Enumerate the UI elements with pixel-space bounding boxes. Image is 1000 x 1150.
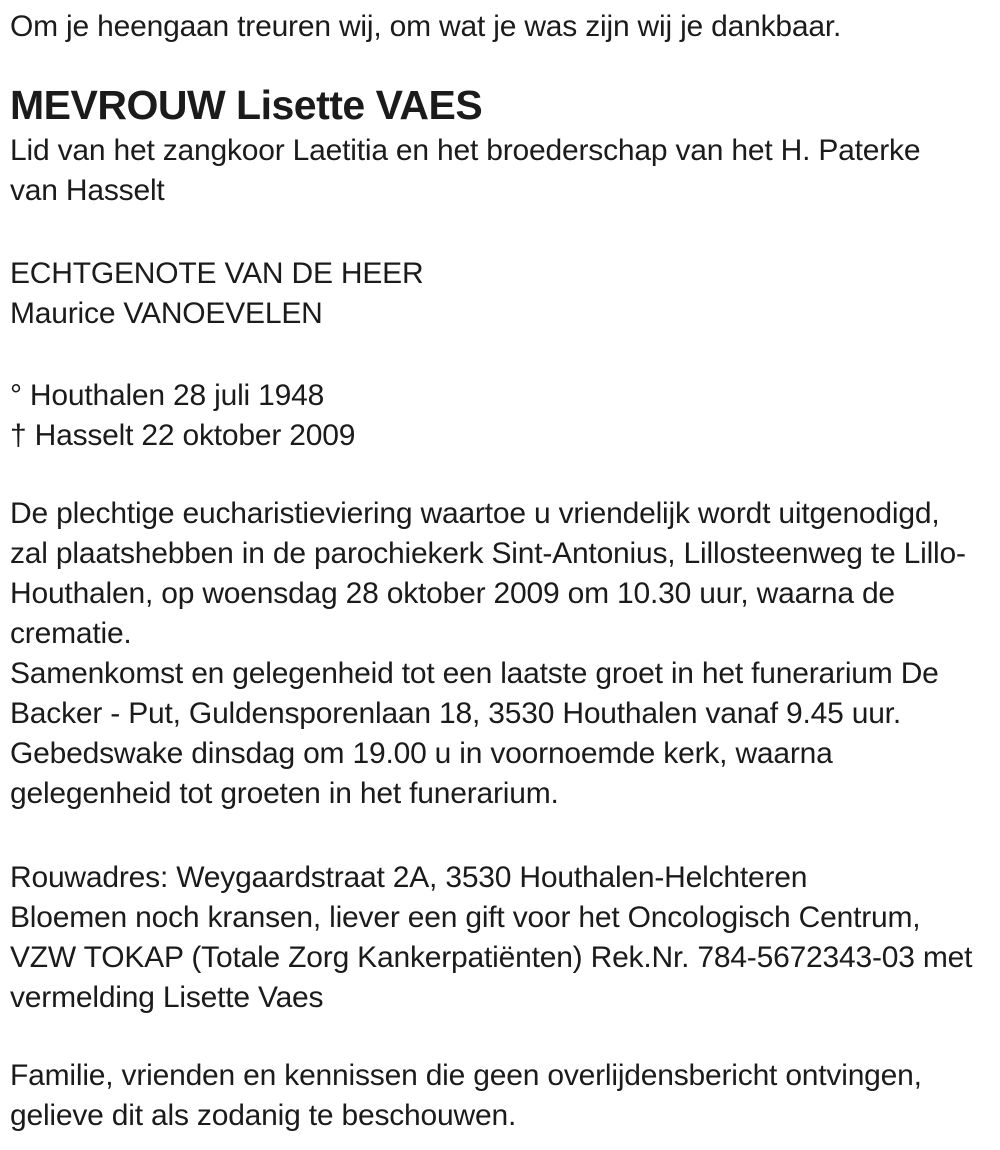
closing-line: Familie, vrienden en kennissen die geen overlijdensbericht ontvingen,: [10, 1059, 922, 1092]
birth-line: ° Houthalen 28 juli 1948: [10, 379, 325, 412]
mourning-address-line: Rouwadres: Weygaardstraat 2A, 3530 Houthalen-Helchteren: [10, 861, 808, 894]
donation-account-line: VZW TOKAP (Totale Zorg Kankerpatiënten) Rek.Nr. 784-5672343-03 met: [10, 941, 973, 974]
death-line: † Hasselt 22 oktober 2009: [10, 419, 356, 452]
membership-paragraph: [10, 131, 986, 211]
spouse-paragraph: [10, 254, 986, 334]
closing-paragraph: [10, 1056, 986, 1136]
life-dates-paragraph: [10, 376, 986, 456]
spouse-title-line: ECHTGENOTE VAN DE HEER: [10, 257, 424, 290]
service-line: Houthalen, op woensdag 28 oktober 2009 om 10.30 uur, waarna de: [10, 577, 895, 610]
intro-paragraph: [10, 7, 986, 47]
membership-line: van Hasselt: [10, 174, 165, 207]
service-line: De plechtige eucharistieviering waartoe u vriendelijk wordt uitgenodigd,: [10, 497, 940, 530]
service-line: Samenkomst en gelegenheid tot een laatste groet in het funerarium De: [10, 657, 939, 690]
service-line: Gebedswake dinsdag om 19.00 u in voornoemde kerk, waarna: [10, 737, 833, 770]
mourning-address-paragraph: [10, 858, 986, 1018]
donation-reference-line: vermelding Lisette Vaes: [10, 981, 324, 1014]
donation-line: Bloemen noch kransen, liever een gift voor het Oncologisch Centrum,: [10, 901, 921, 934]
service-line: crematie.: [10, 617, 132, 650]
closing-line: gelieve dit als zodanig te beschouwen.: [10, 1099, 517, 1132]
spouse-name-line: Maurice VANOEVELEN: [10, 297, 323, 330]
service-line: gelegenheid tot groeten in het funerarium.: [10, 777, 559, 810]
service-paragraph: [10, 494, 986, 814]
service-line: Backer - Put, Guldensporenlaan 18, 3530 Houthalen vanaf 9.45 uur.: [10, 697, 901, 730]
membership-line: Lid van het zangkoor Laetitia en het broederschap van het H. Paterke: [10, 134, 921, 167]
service-line: zal plaatshebben in de parochiekerk Sint-Antonius, Lillosteenweg te Lillo-: [10, 537, 966, 570]
deceased-name-heading: MEVROUW Lisette VAES: [10, 82, 483, 128]
intro-line: Om je heengaan treuren wij, om wat je was zijn wij je dankbaar.: [10, 10, 842, 43]
